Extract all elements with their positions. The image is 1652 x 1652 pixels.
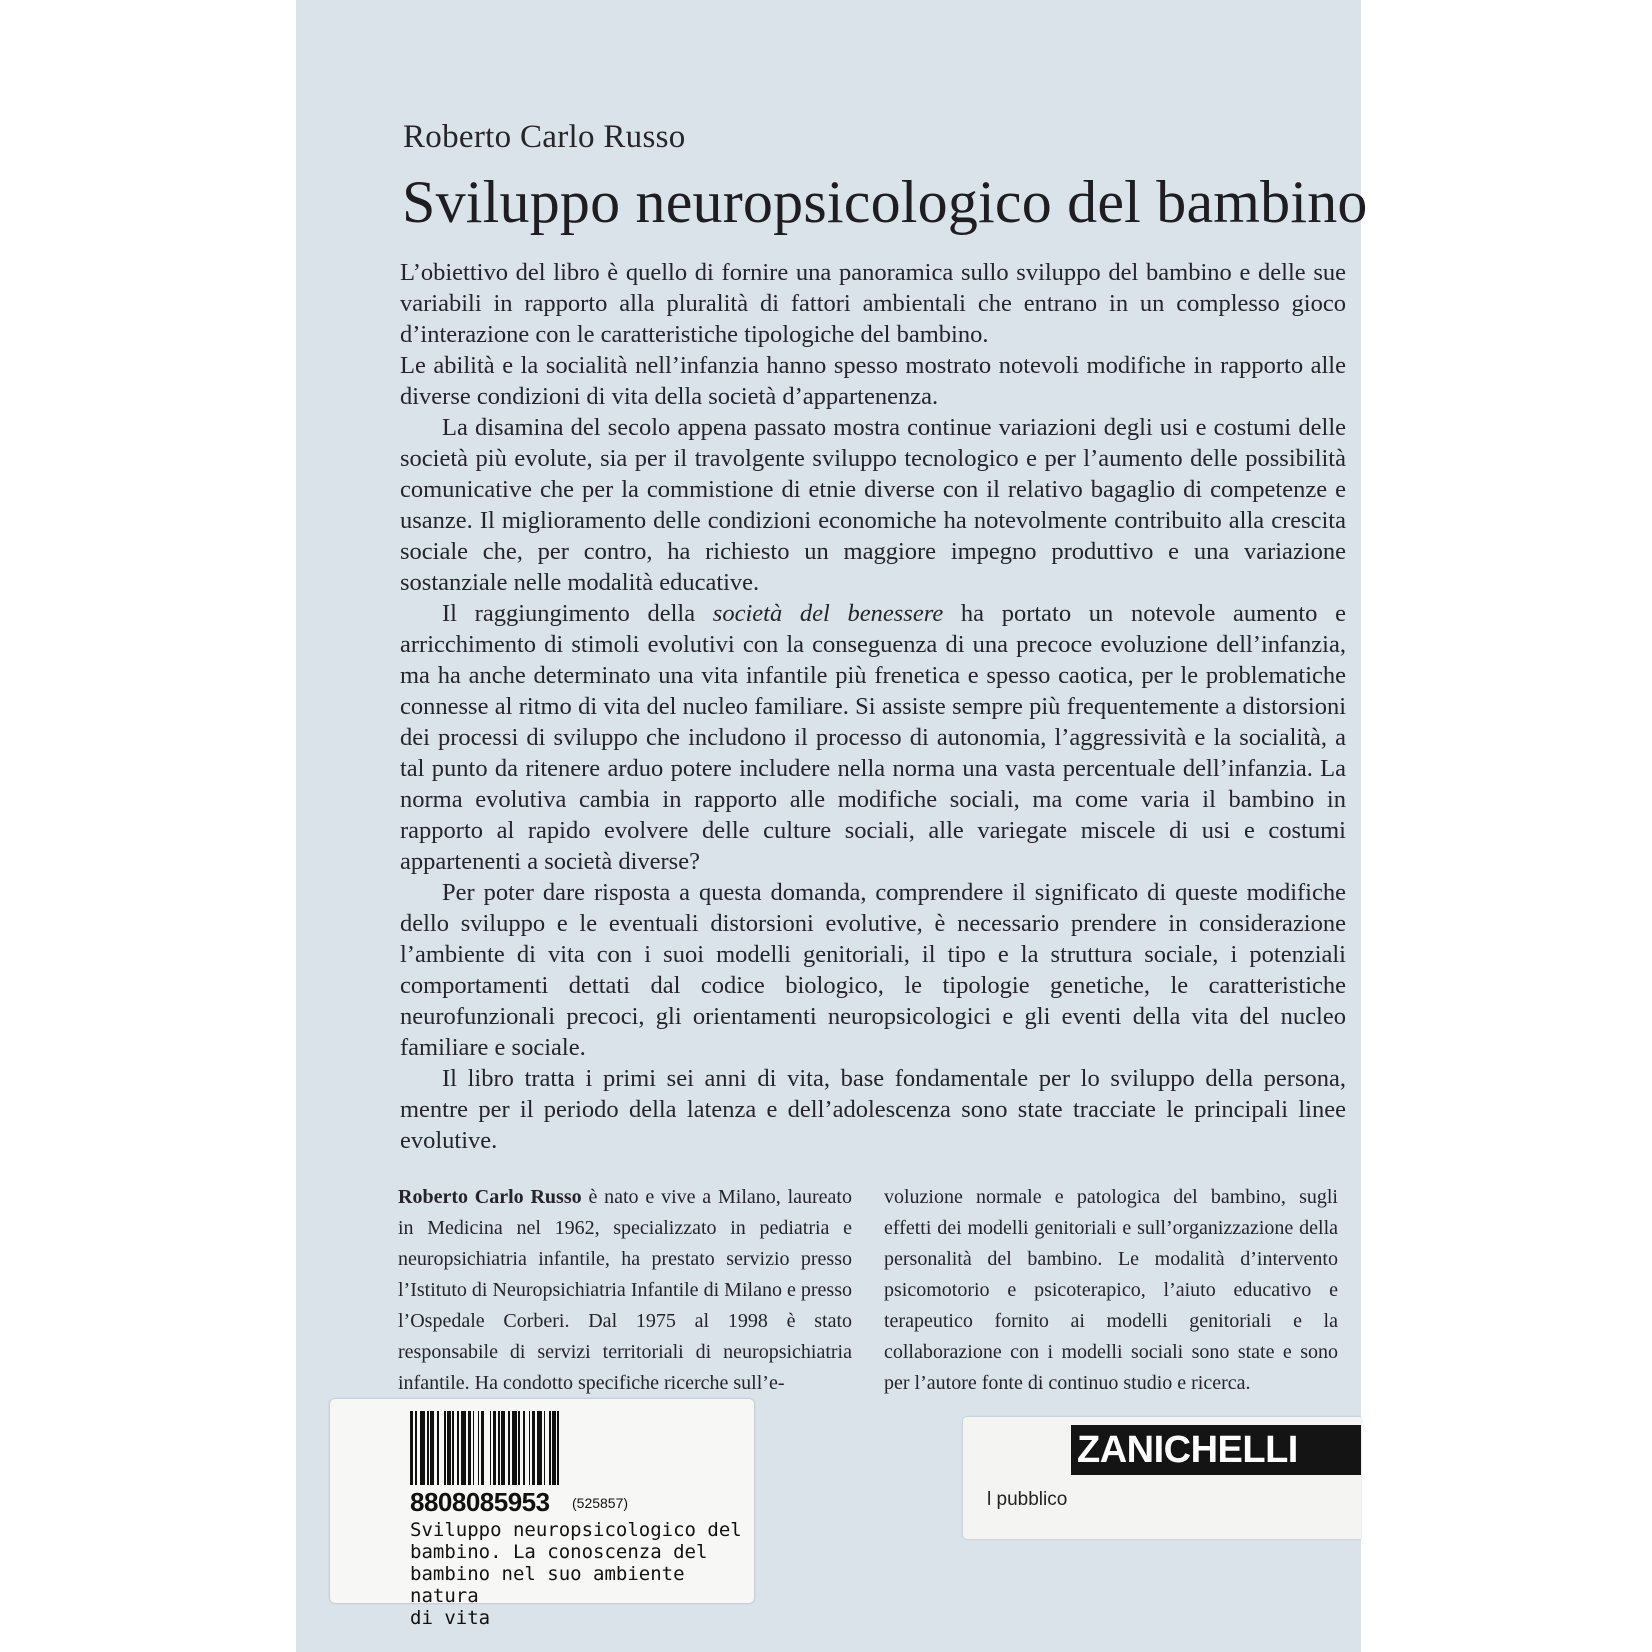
author-bio-left: [398, 1182, 852, 1399]
publisher-logo: ZANICHELLI: [1071, 1425, 1361, 1475]
paragraph: [400, 598, 1346, 877]
publisher-label: [963, 1417, 1361, 1539]
description-text: [400, 257, 1346, 1156]
author-name: Roberto Carlo Russo: [403, 119, 686, 155]
paragraph-text: Il raggiungimento della: [442, 600, 713, 627]
paragraph-text: ha portato un notevole aumento e arricchimento di stimoli evolutivi con la conseguenza di una precoce evoluzione dell’infanzia, ma ha anche determinato una vita infantile più frenetica e spesso caotica, per le problematiche connesse al ritmo di vita del nucleo familiare. Si assiste sempre più frequentemente a distorsioni dei processi di sviluppo che includono il processo di autonomia, l’aggressività e la socialità, a tal punto da ritenere arduo potere includere nella norma una vasta percentuale dell’infanzia. La norma evolutiva cambia in rapporto alle modifiche sociali, ma come varia il bambino in rapporto al rapido evolvere delle culture sociali, alle variegate miscele di usi e costumi appartenenti a società diverse?: [400, 600, 1346, 875]
publisher-tag: l pubblico: [987, 1489, 1068, 1510]
paragraph: Le abilità e la socialità nell’infanzia hanno spesso mostrato notevoli modifiche in rapporto alle diverse condizioni di vita della società d’appartenenza.: [400, 352, 1346, 410]
paragraph: La disamina del secolo appena passato mostra continue variazioni degli usi e costumi delle società più evolute, sia per il travolgente sviluppo tecnologico e per l’aumento delle possibilità comunicative che per la commistione di etnie diverse con il relativo bagaglio di competenze e usanze. Il miglioramento delle condizioni economiche ha notevolmente contribuito alla crescita sociale che, per contro, ha richiesto un maggiore impegno produttivo e una variazione sostanziale nelle modalità educative.: [400, 414, 1346, 596]
paragraph: Per poter dare risposta a questa domanda, comprendere il significato di queste modifiche dello sviluppo e le eventuali distorsioni evolutive, è necessario prendere in considerazione l’ambiente di vita con i suoi modelli genitoriali, il tipo e la struttura sociale, i potenziali comportamenti dettati dal codice biologico, le tipologie genetiche, le caratteristiche neurofunzionali precoci, gli orientamenti neuropsicologici e gli eventi della vita del nucleo familiare e sociale.: [400, 879, 1346, 1061]
barcode: [410, 1411, 670, 1485]
author-bio-right: voluzione normale e patologica del bambino, sugli effetti dei modelli genitoriali e sull’organizzazione della personalità del bambino. Le modalità d’intervento psicomotorio e psicoterapico, l’aiuto educativo e terapeutico fornito ai modelli genitoriali e la collaborazione con i modelli sociali sono state e sono per l’autore fonte di continuo studio e ricerca.: [884, 1186, 1338, 1394]
paragraph: Il libro tratta i primi sei anni di vita, base fondamentale per lo sviluppo della persona, mentre per il periodo della latenza e dell’adolescenza sono state tracciate le principali linee evolutive.: [400, 1065, 1346, 1154]
barcode-sticker: [330, 1399, 754, 1629]
paragraph: L’obiettivo del libro è quello di fornire una panoramica sullo sviluppo del bambino e delle sue variabili in rapporto alla pluralità di fattori ambientali che entrano in un complesso gioco d’interazione con le caratteristiche tipologiche del bambino.: [400, 259, 1346, 348]
item-code: (525857): [572, 1495, 629, 1511]
bio-author-name: Roberto Carlo Russo: [398, 1186, 582, 1208]
italic-phrase: società del benessere: [712, 600, 944, 627]
book-title: Sviluppo neuropsicologico del bambino: [402, 169, 1368, 235]
barcode-bar: [559, 1411, 562, 1485]
bio-text: è nato e vive a Milano, laureato in Medicina nel 1962, specializzato in pediatria e neuropsichiatria infantile, ha prestato servizio presso l’Istituto di Neuropsichiatria Infantile di Milano e presso l’Ospedale Corberi. Dal 1975 al 1998 è stato responsabile di servizi territoriali di neuropsichiatria infantile. Ha condotto specifiche ricerche sull’e-: [398, 1186, 852, 1394]
sticker-title: Sviluppo neuropsicologico del bambino. La conoscenza del bambino nel suo ambiente natura di vita: [410, 1519, 742, 1629]
isbn-number: 8808085953: [410, 1487, 550, 1517]
